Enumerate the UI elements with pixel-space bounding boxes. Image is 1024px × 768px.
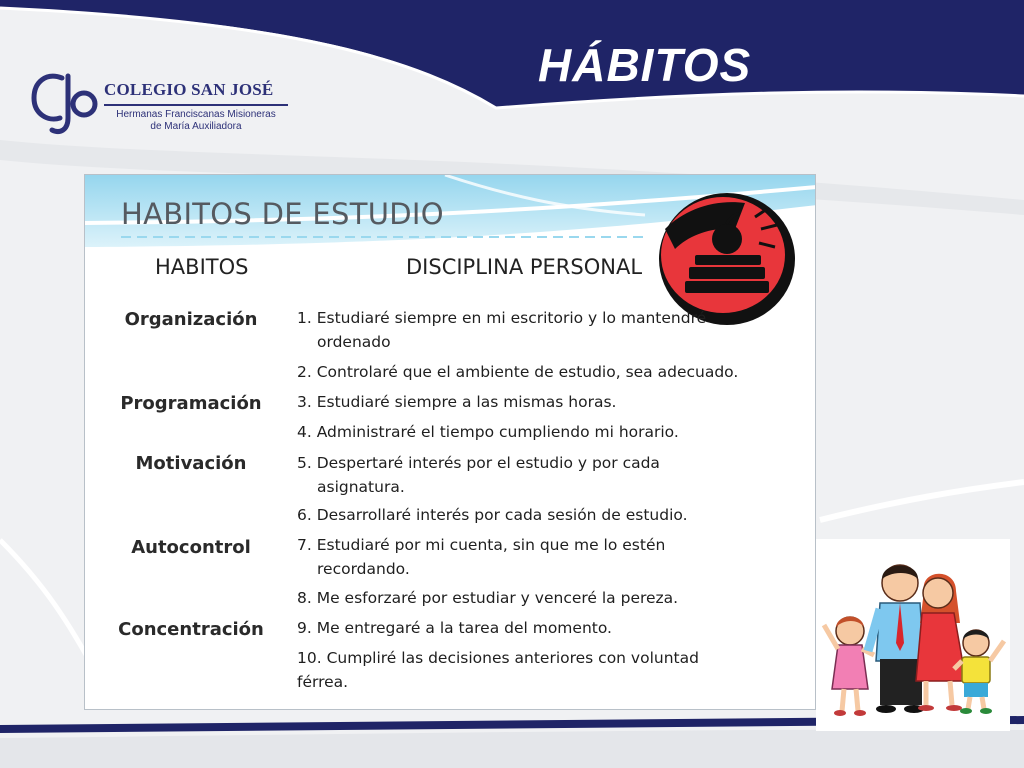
- logo-subtitle-line2: de María Auxiliadora: [150, 121, 242, 132]
- rule-item: [297, 616, 787, 640]
- rule-item: [297, 390, 787, 414]
- girl-figure: [824, 617, 874, 717]
- column-header-habits: HABITOS: [155, 255, 249, 279]
- rule-8-line1: 8. Me esforzaré por estudiar y venceré la pereza.: [297, 589, 679, 607]
- family-drawing: [816, 539, 1010, 731]
- study-habits-panel: [84, 174, 816, 710]
- rule-item: [297, 306, 787, 354]
- rule-3-line1: 3. Estudiaré siempre a las mismas horas.: [297, 393, 617, 411]
- slide-title: HÁBITOS: [538, 39, 752, 91]
- rule-4-line1: 4. Administraré el tiempo cumpliendo mi horario.: [297, 423, 679, 441]
- habit-organizacion: Organización: [124, 309, 258, 330]
- logo-name: COLEGIO SAN JOSÉ: [104, 80, 274, 99]
- rule-6-line1: 6. Desarrollaré interés por cada sesión de estudio.: [297, 506, 688, 524]
- rule-5-line2: asignatura.: [317, 478, 405, 496]
- rule-item: [297, 586, 787, 610]
- rule-item: [297, 451, 787, 499]
- rule-2-line1: 2. Controlaré que el ambiente de estudio, sea adecuado.: [297, 363, 739, 381]
- rule-item: [297, 503, 787, 527]
- rule-1-line2: ordenado: [317, 333, 391, 351]
- dad-figure: [868, 565, 924, 713]
- rule-9-line1: 9. Me entregaré a la tarea del momento.: [297, 619, 612, 637]
- logo-divider: [104, 104, 288, 106]
- rule-1-line1: 1. Estudiaré siempre en mi escritorio y lo mantendré: [297, 309, 707, 327]
- rule-item: [297, 360, 787, 384]
- family-illustration: [816, 539, 1010, 731]
- habit-programacion: Programación: [120, 393, 262, 414]
- rule-item: [297, 533, 787, 581]
- rule-10-line1: 10. Cumpliré las decisiones anteriores con voluntad: [297, 649, 699, 667]
- rule-item: [297, 420, 787, 444]
- rule-5-line1: 5. Despertaré interés por el estudio y por cada: [297, 454, 660, 472]
- rule-item: [297, 646, 787, 694]
- boy-figure: [954, 630, 1004, 714]
- rule-7-line1: 7. Estudiaré por mi cuenta, sin que me lo estén: [297, 536, 666, 554]
- habit-autocontrol: Autocontrol: [131, 537, 251, 558]
- rule-7-line2: recordando.: [317, 560, 410, 578]
- rule-10-line2: férrea.: [297, 673, 349, 691]
- logo-subtitle: [104, 109, 288, 133]
- habit-concentracion: Concentración: [118, 619, 264, 640]
- column-header-discipline: DISCIPLINA PERSONAL: [406, 255, 643, 279]
- mom-figure: [916, 574, 966, 711]
- logo-subtitle-line1: Hermanas Franciscanas Misioneras: [116, 109, 276, 120]
- panel-heading: HABITOS DE ESTUDIO: [121, 197, 444, 231]
- habit-motivacion: Motivación: [135, 453, 247, 474]
